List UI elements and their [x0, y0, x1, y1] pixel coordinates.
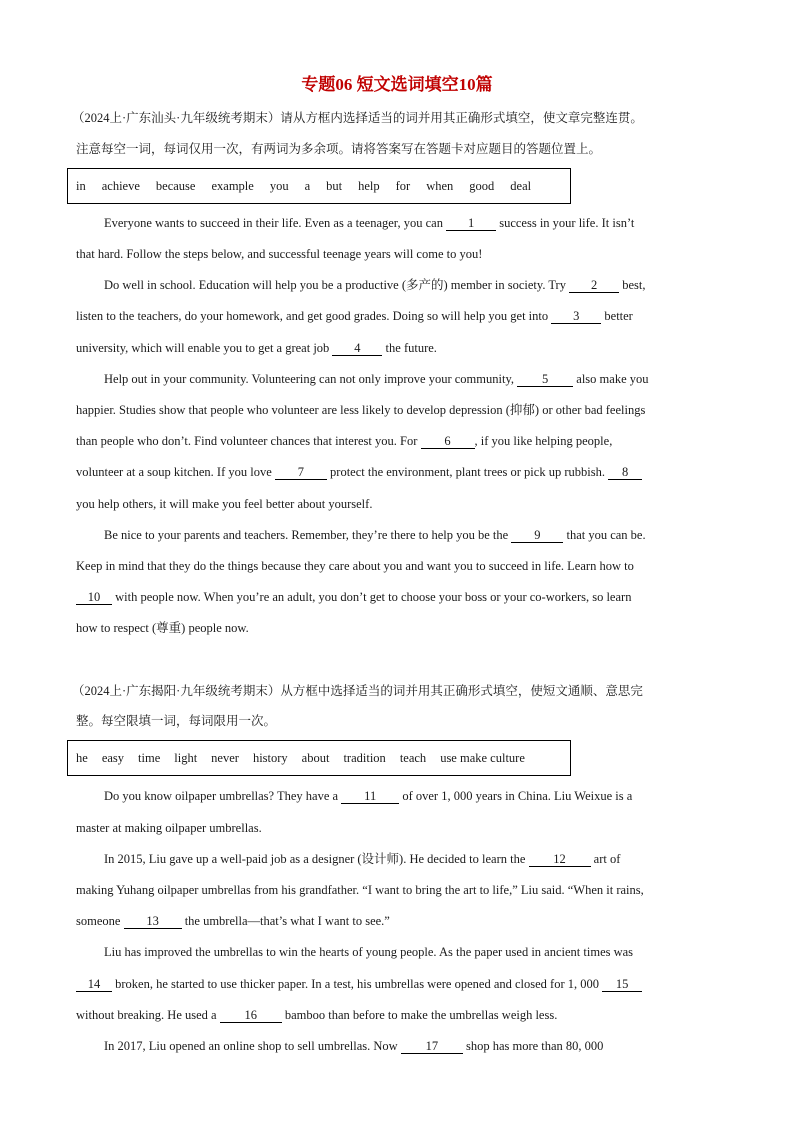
- word-box-item: achieve: [101, 178, 140, 193]
- blank-6[interactable]: 6: [421, 434, 475, 449]
- passage1-line: Keep in mind that they do the things because they care about you and want you to succeed in life. Learn how to: [76, 559, 634, 573]
- word-box-item: because: [155, 178, 196, 193]
- passage1-intro-line2: 注意每空一词，每词仅用一次，有两词为多余项。请将答案写在答题卡对应题目的答题位置上。: [76, 142, 602, 156]
- word-box-item: easy: [101, 750, 125, 765]
- word-box-item: tradition: [343, 750, 386, 765]
- blank-13[interactable]: 13: [124, 914, 182, 929]
- passage1-line: volunteer at a soup kitchen. If you love 7 protect the environment, plant trees or pick up rubbish. 8: [76, 464, 642, 480]
- passage2-line: In 2017, Liu opened an online shop to sell umbrellas. Now 17 shop has more than 80, 000: [104, 1039, 604, 1053]
- passage2-line: making Yuhang oilpaper umbrellas from his grandfather. “I want to bring the art to life,” Liu said. “When it rains,: [76, 883, 644, 897]
- word-box-item: deal: [510, 178, 532, 193]
- blank-8[interactable]: 8: [608, 465, 642, 480]
- passage1-line: how to respect (尊重) people now.: [76, 621, 249, 635]
- word-box-item: about: [301, 750, 330, 765]
- word-box-item: but: [326, 178, 343, 193]
- blank-15[interactable]: 15: [602, 977, 642, 992]
- passage1-line: happier. Studies show that people who volunteer are less likely to develop depression (抑郁) or other bad feelings: [76, 403, 646, 417]
- passage1-line: Help out in your community. Volunteering can not only improve your community, 5 also make you: [104, 372, 649, 386]
- passage2-intro-line2: 整。每空限填一词，每词限用一次。: [76, 714, 277, 728]
- word-box-2: [67, 740, 571, 776]
- blank-7[interactable]: 7: [275, 465, 327, 480]
- blank-5[interactable]: 5: [517, 372, 573, 387]
- word-box-item: light: [174, 750, 198, 765]
- passage1-line: than people who don’t. Find volunteer chances that interest you. For 6 , if you like helping people,: [76, 434, 613, 448]
- word-box-item: help: [358, 178, 380, 193]
- word-box-item: time: [138, 750, 161, 765]
- word-box-item: in: [76, 178, 86, 193]
- passage1-line: you help others, it will make you feel better about yourself.: [76, 497, 373, 511]
- blank-4[interactable]: 4: [332, 341, 382, 356]
- passage2-intro-line1: （2024上·广东揭阳·九年级统考期末）从方框中选择适当的词并用其正确形式填空，使短文通顺、意思完: [72, 684, 643, 698]
- blank-2[interactable]: 2: [569, 278, 619, 293]
- blank-12[interactable]: 12: [529, 852, 591, 867]
- blank-1[interactable]: 1: [446, 216, 496, 231]
- passage1-line: listen to the teachers, do your homework, and get good grades. Doing so will help you get into 3 better: [76, 309, 633, 323]
- passage1-line: Everyone wants to succeed in their life. Even as a teenager, you can 1 success in your life. It isn’t: [104, 216, 635, 230]
- word-box-item: for: [395, 178, 411, 193]
- passage2-line: without breaking. He used a 16 bamboo than before to make the umbrellas weigh less.: [76, 1008, 558, 1022]
- blank-9[interactable]: 9: [511, 528, 563, 543]
- blank-3[interactable]: 3: [551, 309, 601, 324]
- passage2-line: 14 broken, he started to use thicker paper. In a test, his umbrellas were opened and closed for 1, 000 15: [76, 976, 642, 992]
- word-box-item: he: [76, 750, 88, 765]
- passage1-line: 10 with people now. When you’re an adult, you don’t get to choose your boss or your co-workers, so learn: [76, 589, 631, 605]
- passage1-line: university, which will enable you to get a great job 4 the future.: [76, 341, 437, 355]
- blank-11[interactable]: 11: [341, 789, 399, 804]
- word-box-item: you: [269, 178, 289, 193]
- word-box-1: [67, 168, 571, 204]
- word-box-item: use make culture: [440, 750, 525, 765]
- word-box-item: good: [469, 178, 495, 193]
- passage2-line: master at making oilpaper umbrellas.: [76, 821, 262, 835]
- page-title: 专题06 短文选词填空10篇: [301, 75, 493, 94]
- passage1-intro-line1: （2024上·广东汕头·九年级统考期末）请从方框内选择适当的词并用其正确形式填空，使文章完整连贯。: [72, 111, 643, 125]
- blank-14[interactable]: 14: [76, 977, 112, 992]
- blank-10[interactable]: 10: [76, 590, 112, 605]
- passage1-line: Do well in school. Education will help you be a productive (多产的) member in society. Try 2 best,: [104, 278, 646, 292]
- word-box-item: never: [211, 750, 239, 765]
- word-box-item: teach: [399, 750, 427, 765]
- word-box-item: history: [252, 750, 288, 765]
- blank-16[interactable]: 16: [220, 1008, 282, 1023]
- passage2-line: someone 13 the umbrella—that’s what I want to see.”: [76, 914, 390, 928]
- passage1-line: Be nice to your parents and teachers. Remember, they’re there to help you be the 9 that you can be.: [104, 528, 646, 542]
- word-box-item: when: [426, 178, 454, 193]
- passage2-line: Liu has improved the umbrellas to win the hearts of young people. As the paper used in ancient times was: [104, 945, 634, 959]
- word-box-item: example: [211, 178, 254, 193]
- passage1-line: that hard. Follow the steps below, and successful teenage years will come to you!: [76, 247, 483, 261]
- passage2-line: Do you know oilpaper umbrellas? They have a 11 of over 1, 000 years in China. Liu Weixue is a: [104, 789, 633, 803]
- passage2-line: In 2015, Liu gave up a well-paid job as a designer (设计师). He decided to learn the 12 art of: [104, 852, 621, 866]
- blank-17[interactable]: 17: [401, 1039, 463, 1054]
- word-box-item: a: [304, 178, 311, 193]
